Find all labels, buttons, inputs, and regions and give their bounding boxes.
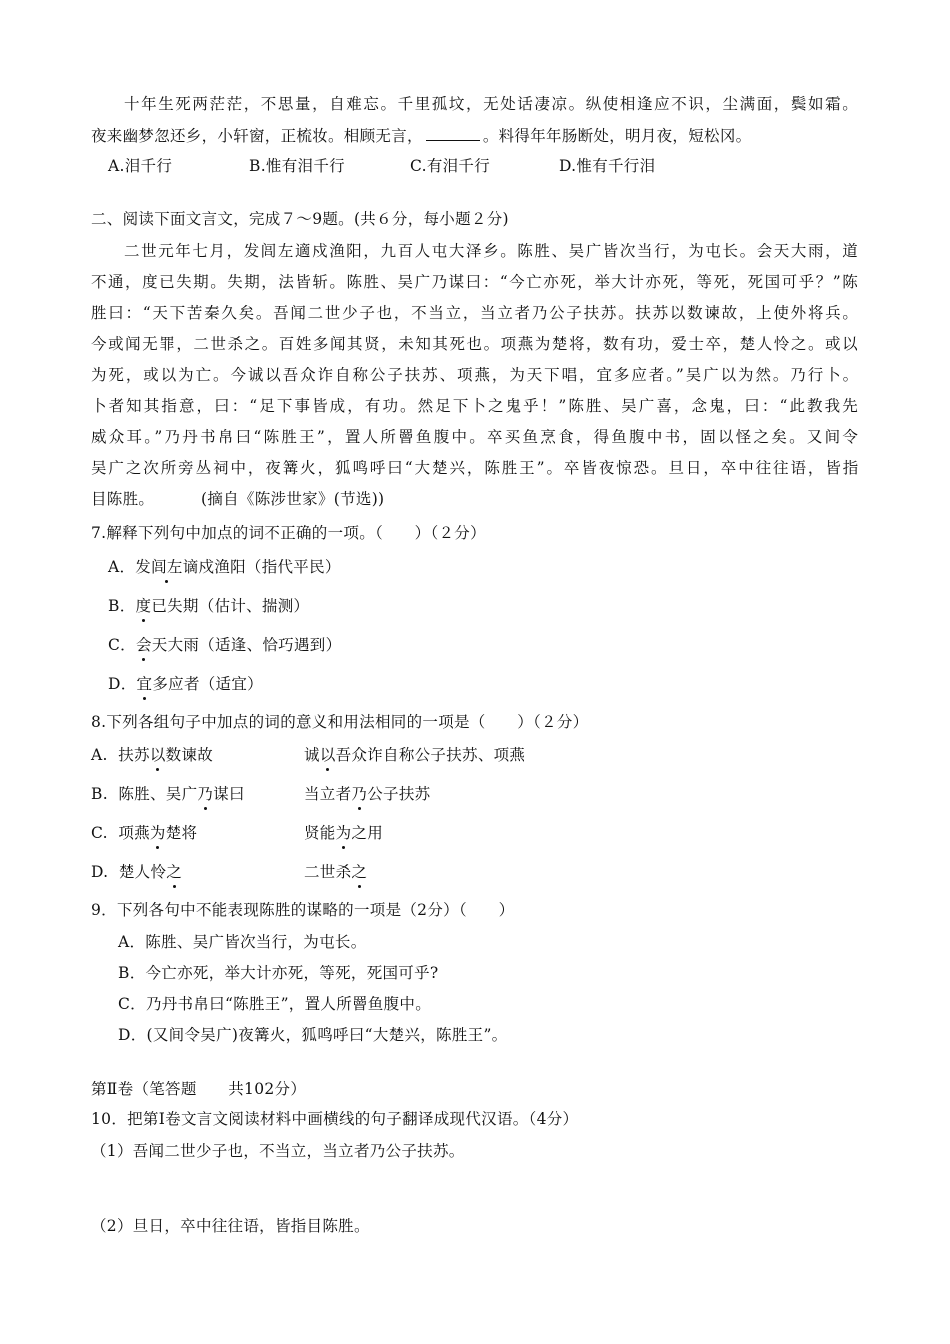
dotted-word: 度 (135, 597, 152, 615)
poem-line-1: 十年生死两茫茫，不思量，自难忘。千里孤坟，无处话凄凉。纵使相逢应不识，尘满面，鬓如霜。 (124, 95, 860, 113)
question-8-option-a (91, 744, 213, 766)
poem-option-a: A.泪千行 (108, 157, 173, 175)
question-10-sentence-1: （1）吾闻二世少子也，不当立，当立者乃公子扶苏。 (91, 1142, 465, 1160)
passage-line: 二世元年七月，发闾左適戍渔阳，九百人屯大泽乡。陈胜、吴广皆次当行，为屯长。会天大雨，道 (124, 242, 860, 260)
passage-line: 不通，度已失期。失期，法皆斩。陈胜、吴广乃谋曰：“今亡亦死，举大计亦死，等死，死国可乎？”陈 (91, 273, 860, 291)
poem-option-b: B.惟有泪千行 (249, 157, 345, 175)
option-text: 贤能 (304, 824, 336, 842)
option-text: 数谏故 (165, 746, 214, 764)
dotted-word: 为 (149, 824, 166, 842)
question-9-option-d: D．(又间令吴广)夜篝火，狐鸣呼曰“大楚兴，陈胜王”。 (118, 1026, 508, 1044)
poem-line-2-part-b: 。料得年年肠断处，明月夜，短松冈。 (482, 127, 752, 145)
section-2-heading: 二、阅读下面文言文，完成７～9题。(共６分，每小题２分) (91, 210, 509, 228)
passage-line: 吴广之次所旁丛祠中，夜篝火，狐鸣呼曰“大楚兴，陈胜王”。卒皆夜惊恐。旦日，卒中往往语，皆指 (91, 459, 861, 477)
question-7-option-a (108, 556, 341, 578)
option-text: 之用 (351, 824, 384, 842)
question-7-option-b (108, 595, 309, 617)
passage-line: 今或闻无罪，二世杀之。百姓多闻其贤，未知其死也。项燕为楚将，数有功，爱士卒，楚人怜之。或以 (91, 335, 860, 353)
option-label: B. (91, 785, 108, 803)
passage-line: 卜者知其指意，曰：“足下事皆成，有功。然足下卜之鬼乎！”陈胜、吴广喜，念鬼，曰：“此教我先 (91, 397, 860, 415)
dotted-word: 以 (319, 746, 336, 764)
passage-line-last: 目陈胜。 (91, 490, 155, 508)
question-7-option-c (108, 634, 341, 656)
question-8-option-a-right (304, 744, 525, 766)
passage-line: 威众耳。”乃丹书帛曰“陈胜王”，置人所罾鱼腹中。卒买鱼烹食，得鱼腹中书，固以怪之矣。又间令 (91, 428, 861, 446)
dotted-word: 为 (335, 824, 352, 842)
question-9-stem: 9．下列各句中不能表现陈胜的谋略的一项是（2分）（ ） (91, 901, 515, 919)
option-text: 楚将 (165, 824, 198, 842)
option-label: A. (91, 746, 108, 764)
option-text: A．发 (108, 558, 152, 576)
option-text: 陈胜、吴广 (118, 785, 198, 803)
poem-option-c: C.有泪千行 (410, 157, 491, 175)
option-text: 项燕 (118, 824, 150, 842)
dotted-word: 闾左 (151, 558, 183, 576)
question-8-option-b-right (304, 783, 430, 805)
option-label: C. (91, 824, 108, 842)
question-8-option-d-right (304, 861, 367, 883)
question-9-option-a: A．陈胜、吴广皆次当行，为屯长。 (118, 933, 367, 951)
question-7-option-d (108, 673, 263, 695)
poem-option-d: D.惟有千行泪 (559, 157, 656, 175)
dotted-word: 宜 (136, 675, 153, 693)
dotted-word: 乃 (197, 785, 214, 803)
dotted-word: 之 (166, 863, 183, 881)
option-text: 吾众诈自称公子扶苏、项燕 (335, 746, 526, 764)
option-text: 二世杀 (304, 863, 352, 881)
question-8-option-b (91, 783, 245, 805)
option-text: 当立者 (304, 785, 352, 803)
passage-source: (摘自《陈涉世家》(节选)) (201, 490, 385, 508)
passage-line: 为死，或以为亡。今诚以吾众诈自称公子扶苏、项燕，为天下唱，宜多应者。”吴广以为然。乃行卜。 (91, 366, 861, 384)
question-9-option-b: B．今亡亦死，举大计亦死，等死，死国可乎? (118, 964, 439, 982)
option-text: 已失期（估计、揣测） (151, 597, 310, 615)
option-text: 天大雨（适逢、恰巧遇到） (151, 636, 342, 654)
option-text: 谪戍渔阳（指代平民） (182, 558, 341, 576)
answer-blank[interactable] (426, 124, 480, 141)
poem-line-2-part-a: 夜来幽梦忽还乡，小轩窗，正梳妆。相顾无言， (91, 127, 423, 145)
option-text: C． (108, 636, 136, 654)
option-text: 谋曰 (213, 785, 245, 803)
dotted-word: 会 (135, 636, 152, 654)
option-text: 扶苏 (118, 746, 150, 764)
option-text: 公子扶苏 (367, 785, 431, 803)
option-label: D. (91, 863, 109, 881)
dotted-word: 乃 (351, 785, 368, 803)
option-text: B． (108, 597, 136, 615)
dotted-word: 以 (149, 746, 166, 764)
option-text: 多应者（适宜） (152, 675, 263, 693)
passage-line: 胜曰：“天下苦秦久矣。吾闻二世少子也，不当立，当立者乃公子扶苏。扶苏以数谏故，上使外将兵。 (91, 304, 860, 322)
dotted-word: 之 (351, 863, 368, 881)
poem-line-2 (91, 124, 751, 147)
question-10-stem: 10．把第Ⅰ卷文言文阅读材料中画横线的句子翻译成现代汉语。（4分） (91, 1110, 579, 1128)
question-9-option-c: C．乃丹书帛曰“陈胜王”，置人所罾鱼腹中。 (118, 995, 432, 1013)
question-8-option-c (91, 822, 197, 844)
option-text: D． (108, 675, 137, 693)
question-8-option-d (91, 861, 182, 883)
question-8-stem: 8.下列各组句子中加点的词的意义和用法相同的一项是（ ）（２分） (91, 713, 589, 731)
option-text: 诚 (304, 746, 320, 764)
question-10-sentence-2: （2）旦日，卒中往往语，皆指目陈胜。 (91, 1217, 370, 1235)
question-8-option-c-right (304, 822, 383, 844)
part-2-heading: 第Ⅱ卷（笔答题 共102分） (91, 1080, 307, 1098)
question-7-stem: 7.解释下列句中加点的词不正确的一项。（ ）（２分） (91, 524, 486, 542)
option-text: 楚人怜 (118, 863, 167, 881)
